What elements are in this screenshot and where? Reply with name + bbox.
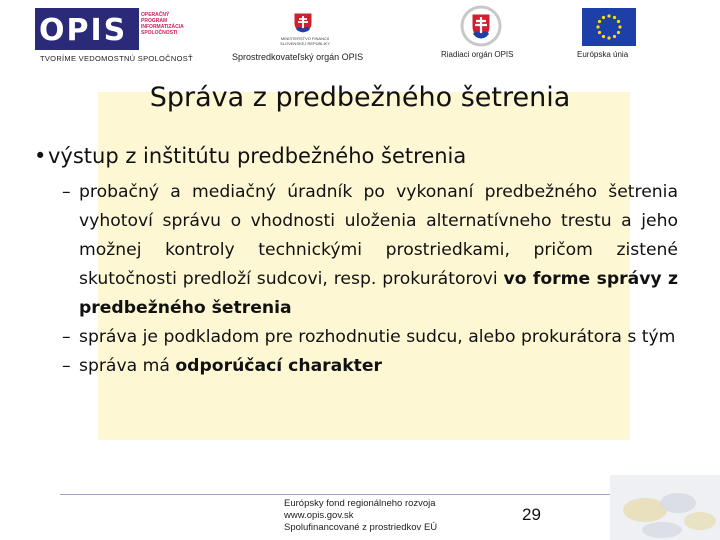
ministry-logo bbox=[275, 12, 335, 52]
slide-title: Správa z predbežného šetrenia bbox=[149, 82, 571, 113]
sub-bullet-text: probačný a mediačný úradník po vykonaní predbežného šetrenia vyhotoví správu o vhodnosti uloženia alternatívneho trestu a jeho možnej kontroly technickými prostriedkami, pričom zistené skutočnosti predloží sudcovi, resp. prokurátorovi bbox=[79, 182, 678, 289]
opis-side-line: PROGRAM bbox=[141, 18, 168, 24]
opis-side-line: OPERAČNÝ bbox=[141, 12, 170, 18]
eu-flag-icon bbox=[582, 8, 636, 46]
ministry-line: MINISTERSTVO FINANCIÍ bbox=[280, 36, 330, 41]
bullet-dot-icon: • bbox=[34, 144, 47, 168]
coins-decoration bbox=[600, 455, 720, 540]
footer-text bbox=[284, 498, 437, 534]
opis-logo-text: OPIS bbox=[39, 13, 128, 48]
opis-slogan: TVORÍME VEDOMOSTNÚ SPOLOČNOSŤ bbox=[40, 54, 193, 63]
header-logos bbox=[0, 0, 720, 70]
sub-bullet-text: správa má bbox=[79, 356, 176, 376]
opis-logo-box bbox=[35, 8, 139, 50]
government-caption: Riadiaci orgán OPIS bbox=[441, 50, 514, 59]
footer-line: Európsky fond regionálneho rozvoja bbox=[284, 498, 436, 509]
main-bullet bbox=[34, 144, 466, 168]
sub-bullet-text: správa je podkladom pre rozhodnutie sudcu, alebo prokurátora s tým bbox=[79, 327, 676, 347]
ministry-line: SLOVENSKEJ REPUBLIKY bbox=[280, 41, 330, 46]
dash-icon: – bbox=[62, 356, 71, 376]
opis-logo bbox=[35, 8, 183, 50]
sub-bullet-item bbox=[62, 178, 678, 323]
sub-bullets bbox=[62, 178, 678, 381]
opis-side-line: INFORMATIZÁCIA bbox=[141, 24, 184, 30]
dash-icon: – bbox=[62, 182, 71, 202]
sub-bullet-bold: vo forme správy z predbežného šetrenia bbox=[79, 269, 678, 318]
page-number: 29 bbox=[522, 505, 541, 524]
ministry-caption: Sprostredkovateľský orgán OPIS bbox=[232, 52, 364, 62]
dash-icon: – bbox=[62, 327, 71, 347]
sub-bullet-bold: odporúčací charakter bbox=[175, 356, 383, 376]
opis-side-line: SPOLOČNOSTI bbox=[141, 30, 178, 36]
sub-bullet-item bbox=[62, 352, 678, 381]
main-bullet-text: výstup z inštitútu predbežného šetrenia bbox=[48, 144, 467, 168]
ministry-coat-of-arms-icon bbox=[293, 12, 313, 34]
opis-logo-side-text bbox=[141, 12, 183, 36]
footer-line: www.opis.gov.sk bbox=[284, 510, 354, 521]
eu-caption: Európska únia bbox=[577, 50, 629, 59]
sub-bullet-item bbox=[62, 323, 678, 352]
ministry-text bbox=[275, 36, 335, 46]
slovak-coat-of-arms-icon bbox=[460, 4, 502, 48]
footer-line: Spolufinancované z prostriedkov EÚ bbox=[284, 522, 438, 533]
